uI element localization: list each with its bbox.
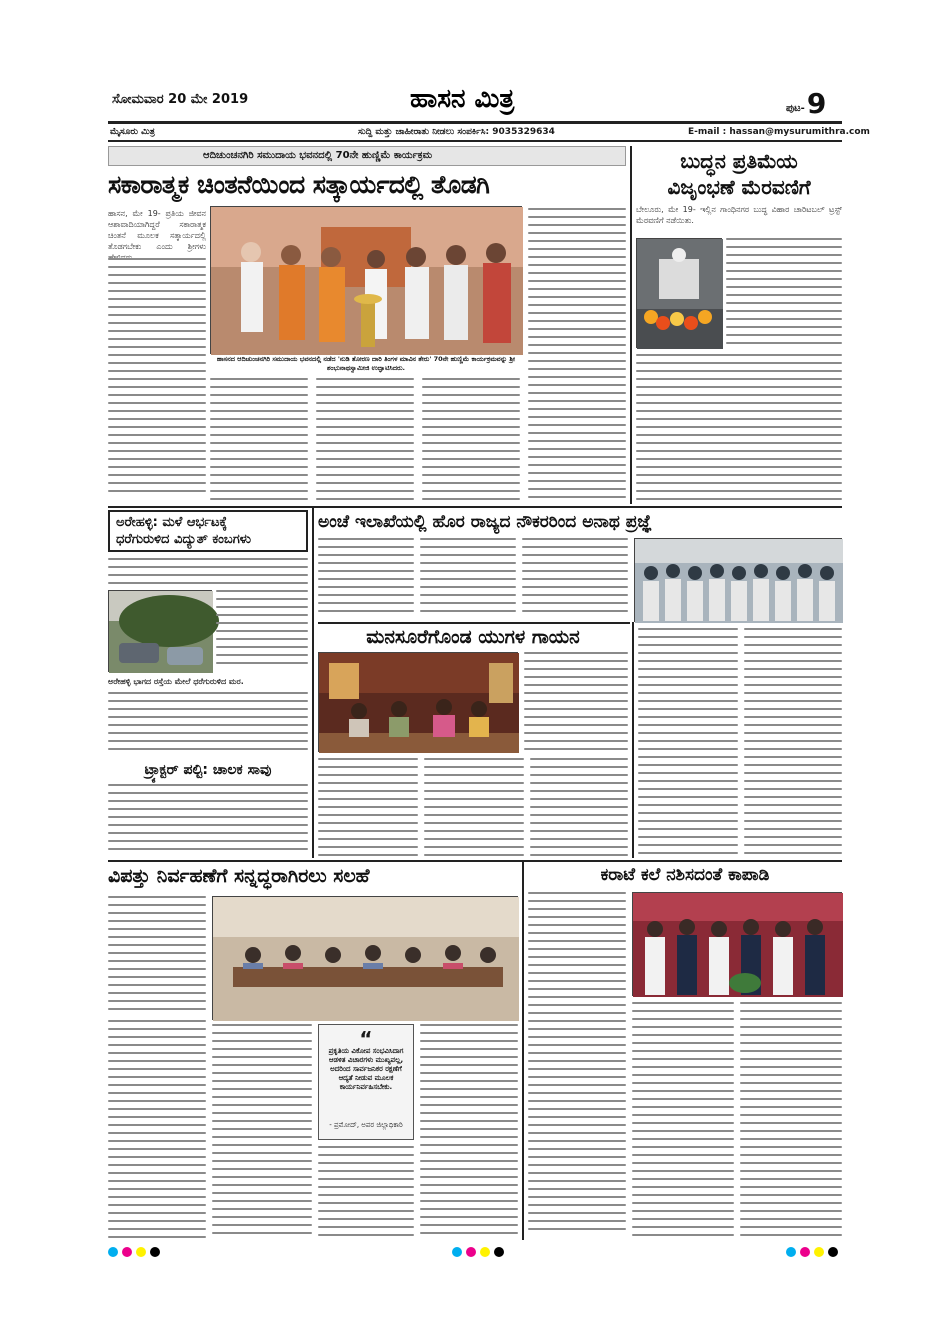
email-line: E-mail : hassan@mysurumithra.com	[688, 127, 870, 137]
article8-col2-text	[632, 1002, 734, 1240]
black-mark	[828, 1247, 838, 1257]
column-divider-mid	[312, 508, 314, 858]
cyan-mark	[452, 1247, 462, 1257]
article1-col2-text	[210, 378, 308, 504]
article2-headline-line2: ವಿಜೃಂಭಣೆ ಮೆರವಣಿಗೆ	[667, 175, 811, 199]
magenta-mark	[800, 1247, 810, 1257]
contact-line: ಸುದ್ದಿ ಮತ್ತು ಜಾಹೀರಾತು ನೀಡಲು ಸಂಪರ್ಕಿಸಿ: 9035329634	[358, 127, 555, 137]
article8-headline: ಕರಾಟೆ ಕಲೆ ನಶಿಸದಂತೆ ಕಾಪಾಡಿ	[600, 865, 770, 885]
article1-col1-text	[108, 258, 206, 504]
article4-headline: ಟ್ರ್ಯಾಕ್ಟರ್ ಪಲ್ಟಿ: ಚಾಲಕ ಸಾವು	[144, 762, 272, 778]
yellow-mark	[136, 1247, 146, 1257]
article8-col1-text	[528, 892, 626, 1240]
article8-photo	[632, 892, 842, 996]
article2-lead: ಬೇಲೂರು, ಮೇ 19- ಇಲ್ಲಿನ ಗಾಂಧಿನಗರ ಬುದ್ಧ ವಿಹಾರ ಚಾರಿಟಬಲ್ ಟ್ರಸ್ಟ್ ಮೆರವಣಿಗೆ ನಡೆಯಿತು.	[636, 205, 842, 225]
article6-col1-text	[524, 652, 628, 756]
article6-col4-text	[530, 758, 628, 858]
article7-col4-text	[318, 1146, 414, 1240]
article1-col4-text	[422, 378, 520, 504]
page-label: ಪುಟ-	[786, 103, 805, 114]
article2-body-text	[636, 354, 842, 504]
article5-photo	[634, 538, 842, 622]
article5-col2-text	[420, 538, 516, 618]
black-mark	[150, 1247, 160, 1257]
section-rule-1	[108, 506, 842, 508]
article7-col2-text	[108, 1020, 206, 1240]
black-mark	[494, 1247, 504, 1257]
article3-caption: ಅರೇಹಳ್ಳಿ ಭಾಗದ ರಸ್ತೆಯ ಮೇಲೆ ಧರೆಗುರುಳಿದ ಮರ.	[108, 677, 244, 686]
registration-marks-left	[108, 1247, 160, 1257]
article2-headline-line1: ಬುದ್ಧನ ಪ್ರತಿಮೆಯ	[680, 149, 798, 173]
magenta-mark	[466, 1247, 476, 1257]
yellow-mark	[480, 1247, 490, 1257]
article8-col3-text	[740, 1002, 842, 1240]
article1-headline: ಸಕಾರಾತ್ಮಕ ಚಿಂತನೆಯಿಂದ ಸತ್ಕಾರ್ಯದಲ್ಲಿ ತೊಡಗಿ	[108, 170, 490, 199]
issue-date: ಸೋಮವಾರ 20 ಮೇ 2019	[112, 92, 249, 107]
article7-col1-text	[108, 896, 206, 1016]
article5-col1-text	[318, 538, 414, 618]
magenta-mark	[122, 1247, 132, 1257]
article6-headline: ಮನಸೂರೆಗೊಂಡ ಯುಗಳ ಗಾಯನ	[366, 626, 580, 648]
publication-name: ಮೈಸೂರು ಮಿತ್ರ	[110, 127, 155, 137]
article3-photo	[108, 590, 212, 672]
article7-pull-quote: “ ಪ್ರಕೃತಿಯ ವಿಕೋಪ ಸಂಭವಿಸಿದಾಗ ಆಡಳಿತ ವಿಚಾರಗಳು ಮುಖ್ಯವಲ್ಲ, ಅದರಿಂದ ಸಾರ್ವಜನಿಕರ ರಕ್ಷಣೆಗೆ ಆದ್ಯತೆ ನೀಡುವ ಮೂಲಕ ಕಾರ್ಯನಿರ್ವಹಿಸಬೇಕು. - ಪ್ರಮೋದ್, ಅಪರ ಜಿಲ್ಲಾಧಿಕಾರಿ	[318, 1024, 414, 1140]
registration-marks-center	[452, 1247, 504, 1257]
article7-quote-text: ಪ್ರಕೃತಿಯ ವಿಕೋಪ ಸಂಭವಿಸಿದಾಗ ಆಡಳಿತ ವಿಚಾರಗಳು ಮುಖ್ಯವಲ್ಲ, ಅದರಿಂದ ಸಾರ್ವಜನಿಕರ ರಕ್ಷಣೆಗೆ ಆದ್ಯತೆ ನೀಡುವ ಮೂಲಕ ಕಾರ್ಯನಿರ್ವಹಿಸಬೇಕು.	[328, 1047, 404, 1091]
column-divider-bottom	[522, 862, 524, 1240]
article5-col4-text	[638, 628, 738, 858]
article6-col3-text	[424, 758, 524, 858]
masthead-info-bar	[108, 124, 870, 142]
article2-photo	[636, 238, 722, 348]
article4-body-text	[108, 784, 308, 858]
article3-col2-text	[216, 590, 308, 674]
article1-kicker-bar	[108, 146, 626, 166]
article1-col3-text	[316, 378, 414, 504]
article3-headline-box	[108, 510, 308, 552]
cyan-mark	[786, 1247, 796, 1257]
article7-col3-text	[212, 1024, 312, 1240]
article5-col3-text	[522, 538, 628, 618]
page-number: 9	[806, 87, 827, 120]
registration-marks-right	[786, 1247, 838, 1257]
article3-headline-line1: ಅರೇಹಳ್ಳಿ: ಮಳೆ ಆರ್ಭಟಕ್ಕೆ	[116, 515, 228, 530]
article1-kicker: ಆದಿಚುಂಚನಗಿರಿ ಸಮುದಾಯ ಭವನದಲ್ಲಿ 70ನೇ ಹುಣ್ಣಿಮೆ ಕಾರ್ಯಕ್ರಮ	[203, 150, 433, 161]
article1-caption: ಹಾಸನದ ಆದಿಚುಂಚನಗಿರಿ ಸಮುದಾಯ ಭವನದಲ್ಲಿ ನಡೆದ 'ನುಡಿ ತೋರಣ ದಾರಿ ತಿಂಗಳ ಮಾವಿನ ತೇರು' 70ನೇ ಹುಣ್ಣಿಮೆ ಕಾರ್ಯಕ್ರಮವನ್ನು ಶ್ರೀ ಶಂಭುನಾಥಸ್ವಾಮೀಜಿ ಉದ್ಘಾಟಿಸಿದರು.	[216, 355, 516, 372]
article7-col5-text	[420, 1024, 518, 1240]
page-number-box	[786, 88, 842, 118]
article7-quote-source: - ಪ್ರಮೋದ್, ಅಪರ ಜಿಲ್ಲಾಧಿಕಾರಿ	[329, 1121, 403, 1129]
article5-col5-text	[744, 628, 842, 858]
column-divider-top	[630, 146, 632, 504]
article1-col5-text	[528, 208, 626, 504]
article3-headline-line2: ಧರೆಗುರುಳಿದ ವಿದ್ಯುತ್ ಕಂಬಗಳು	[116, 532, 251, 547]
article3-lead-text	[108, 558, 308, 588]
article1-lead: ಹಾಸನ, ಮೇ 19- ಪ್ರತಿಯ ಜೀವನ ಆಶಾವಾದಿಯಾಗಿದ್ದರೆ ಸಕಾರಾತ್ಮಕ ಚಿಂತನೆ ಮೂಲಕ ಸತ್ಕಾರ್ಯದಲ್ಲಿ ತೊಡಗಬೇಕು ಎಂದು ಶ್ರೀಗಳು	[108, 209, 206, 251]
article3-body-text	[108, 692, 308, 758]
article6-photo	[318, 652, 518, 752]
article6-col2-text	[318, 758, 418, 858]
article2-col1-text	[726, 238, 842, 348]
article7-headline: ವಿಪತ್ತು ನಿರ್ವಹಣೆಗೆ ಸನ್ನದ್ಧರಾಗಿರಲು ಸಲಹೆ	[108, 865, 370, 887]
article5-headline: ಅಂಚೆ ಇಲಾಖೆಯಲ್ಲಿ ಹೊರ ರಾಜ್ಯದ ನೌಕರರಿಂದ ಅನಾಥ ಪ್ರಜ್ಞೆ	[318, 512, 652, 532]
yellow-mark	[814, 1247, 824, 1257]
cyan-mark	[108, 1247, 118, 1257]
article7-photo	[212, 896, 518, 1020]
article1-photo	[210, 206, 522, 354]
column-divider-right	[632, 622, 634, 858]
masthead-title: ಹಾಸನ ಮಿತ್ರ	[410, 84, 515, 114]
